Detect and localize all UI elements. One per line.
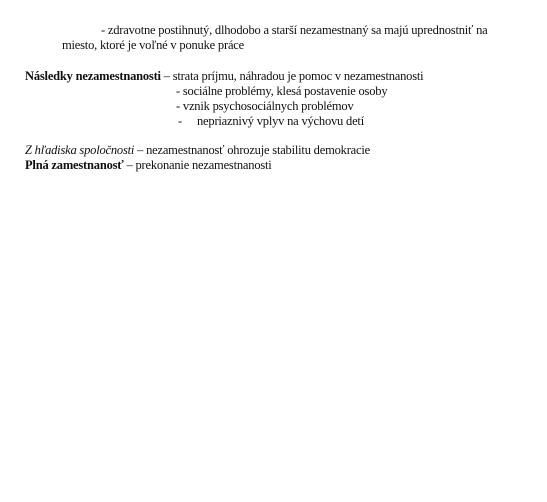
society-definition: – nezamestnanosť ohrozuje stabilitu demokracie [134, 143, 370, 157]
full-employment-term: Plná zamestnanosť [25, 158, 124, 172]
consequences-definition: – strata príjmu, náhradou je pomoc v nezamestnanosti [160, 69, 424, 83]
consequences-item-marker: - [178, 114, 182, 128]
consequences-item: - sociálne problémy, klesá postavenie osoby [176, 84, 388, 98]
consequences-item: nepriaznivý vplyv na výchovu detí [197, 114, 364, 128]
consequences-item: - vznik psychosociálnych problémov [176, 99, 354, 113]
full-employment-line [25, 158, 272, 173]
full-employment-definition: – prekonanie nezamestnanosti [123, 158, 272, 172]
society-term: Z hľadiska spoločnosti [25, 143, 135, 157]
text-line: miesto, ktoré je voľné v ponuke práce [62, 38, 244, 52]
text-line: - zdravotne postihnutý, dlhodobo a starší nezamestnaný sa majú uprednostniť na [101, 23, 488, 37]
consequences-line [25, 69, 423, 84]
society-line [25, 143, 370, 158]
consequences-term: Následky nezamestnanosti [25, 69, 161, 83]
